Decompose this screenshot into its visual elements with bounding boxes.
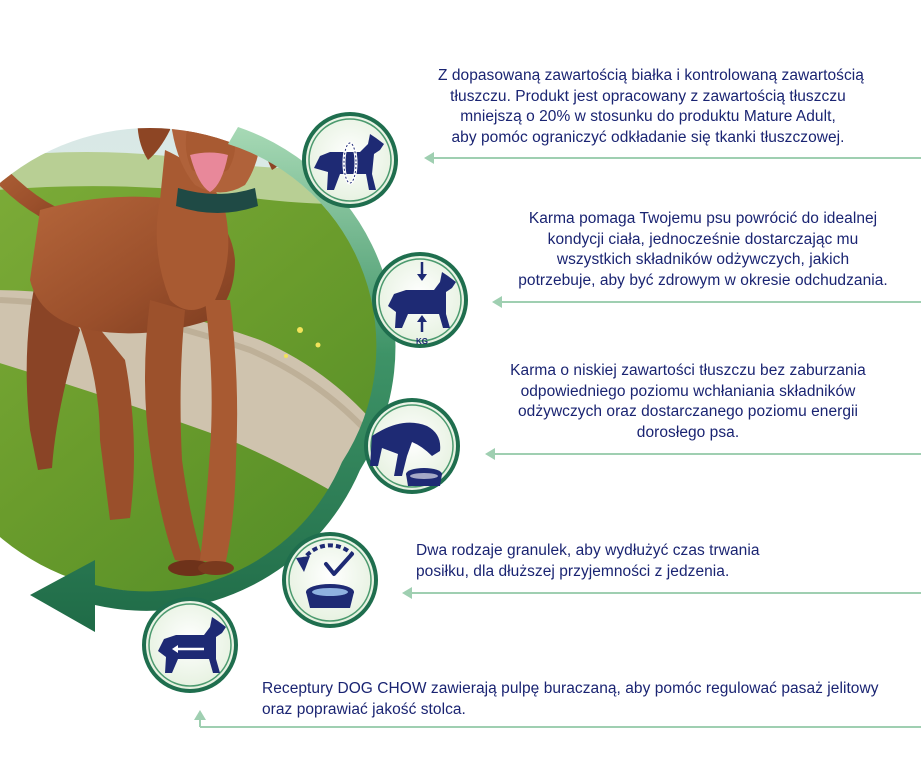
benefit-text-5 (262, 679, 912, 720)
benefit-3-line-2: odpowiedniego poziomu wchłaniania składników (520, 382, 856, 400)
benefit-5-line-2: oraz poprawiać jakość stolca. (262, 700, 466, 718)
benefit-3-line-1: Karma o niskiej zawartości tłuszczu bez zaburzania (510, 362, 866, 379)
benefit-4-line-2: posiłku, dla dłuższej przyjemności z jedzenia. (416, 562, 730, 580)
digestion-dog-icon (144, 599, 236, 691)
kg-label: KG (416, 337, 428, 346)
benefit-text-4 (416, 541, 776, 582)
benefit-3-line-3: odżywczych oraz dostarczanego poziomu energii (518, 403, 858, 420)
benefit-text-3 (478, 361, 898, 443)
bowl-timer-check-icon (284, 534, 376, 626)
benefit-1-line-4: aby pomóc ograniczyć odkładanie się tkanki tłuszczowej. (451, 128, 845, 146)
benefit-1-line-2: tłuszczu. Produkt jest opracowany z zawartością tłuszczu (450, 87, 846, 105)
benefit-2-line-2: kondycji ciała, jednocześnie dostarczając mu (547, 230, 859, 248)
benefit-4-line-1: Dwa rodzaje granulek, aby wydłużyć czas trwania (416, 542, 760, 559)
benefit-5-line-1: Receptury DOG CHOW zawierają pulpę buraczaną, aby pomóc regulować pasaż jelitowy (262, 680, 879, 697)
weight-kg-dog-icon (374, 254, 466, 346)
benefit-3-line-4: dorosłego psa. (636, 423, 740, 441)
dog-eating-bowl-icon (366, 400, 458, 492)
benefit-text-1 (438, 66, 864, 148)
fat-control-dog-icon (304, 114, 396, 206)
benefit-1-line-3: mniejszą o 20% w stosunku do produktu Mature Adult, (460, 108, 836, 125)
benefit-2-line-3: wszystkich składników odżywczych, jakich (556, 251, 850, 268)
benefit-text-2 (488, 209, 918, 291)
benefit-2-line-4: potrzebuje, aby być zdrowym w okresie odchudzania. (518, 271, 888, 289)
benefit-1-line-1: Z dopasowaną zawartością białka i kontrolowaną zawartością (438, 67, 864, 84)
benefit-2-line-1: Karma pomaga Twojemu psu powrócić do idealnej (528, 210, 878, 227)
